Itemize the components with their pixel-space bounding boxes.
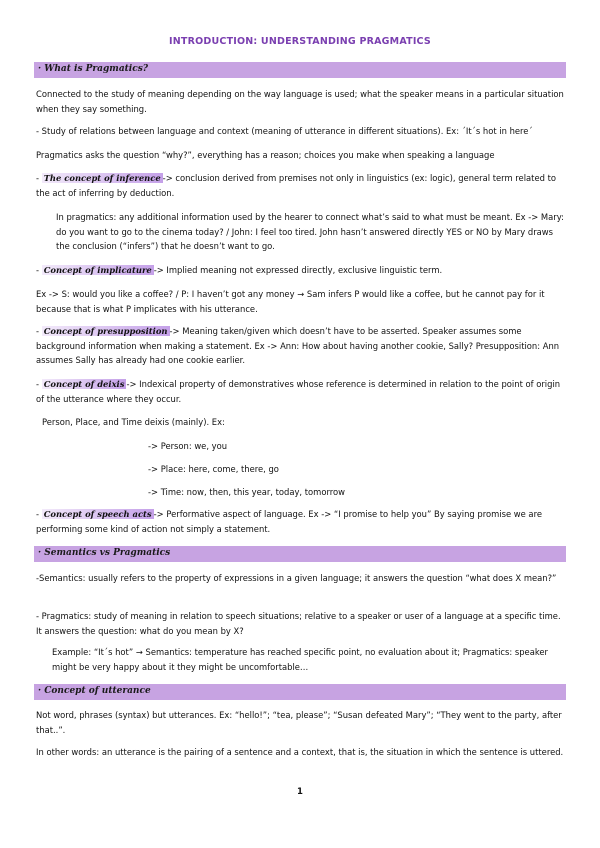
paragraph-presupposition xyxy=(36,324,564,368)
dash: - xyxy=(36,173,42,183)
section-title: · Semantics vs Pragmatics xyxy=(38,548,171,558)
paragraph: Example: “It´s hot” → Semantics: temperature has reached specific point, no evaluation about it; Pragmatics: speaker might be very happy about it they might be uncomfortable… xyxy=(52,647,548,672)
paragraph: Connected to the study of meaning depending on the way language is used; what the speaker means in a particular situation when they say something. xyxy=(36,89,564,114)
highlighted-term: The concept of inference xyxy=(43,173,161,183)
paragraph-implicature xyxy=(36,263,564,278)
highlighted-term: Concept of implicature xyxy=(43,265,152,275)
section-header-semantics-vs-pragmatics xyxy=(34,546,566,562)
dash: - xyxy=(36,379,42,389)
highlighted-term: Concept of presupposition xyxy=(43,326,168,336)
definition-text: -> Implied meaning not expressed directly, exclusive linguistic term. xyxy=(153,265,443,275)
highlighted-term: Concept of speech acts xyxy=(43,509,152,519)
paragraph: -Semantics: usually refers to the property of expressions in a given language; it answers the question “what does X mean?” xyxy=(36,573,557,583)
paragraph: - Pragmatics: study of meaning in relation to speech situations; relative to a speaker or user of a language at a specific time. It answers the question: what do you mean by X? xyxy=(36,611,561,636)
section-header-what-is-pragmatics xyxy=(34,62,566,78)
definition-text: -> Indexical property of demonstratives whose reference is determined in relation to the point of origin of the utterance where they occur. xyxy=(36,379,561,404)
section-title: · What is Pragmatics? xyxy=(38,64,149,74)
section-title: · Concept of utterance xyxy=(38,686,151,696)
paragraph: Person, Place, and Time deixis (mainly). Ex: xyxy=(42,417,225,427)
highlighted-term: Concept of deixis xyxy=(43,379,125,389)
paragraph: In pragmatics: any additional information used by the hearer to connect what’s said to what must be meant. Ex -> Mary: do you want to go to the cinema today? / John: I feel too tired. John hasn’t answered directly YES or NO by Mary draws the conclusion (“infers”) that he doesn’t want to go. xyxy=(56,212,564,252)
page-title: INTRODUCTION: UNDERSTANDING PRAGMATICS xyxy=(169,36,431,47)
paragraph-inference xyxy=(36,171,564,200)
definition-text: -> Meaning taken/given which doesn’t have to be asserted. Speaker assumes some background information when making a statement. Ex -> Ann: How about having another cookie, Sally? Presupposition: Ann assumes Sally has already had one cookie earlier. xyxy=(36,326,560,366)
list-item: -> Time: now, then, this year, today, tomorrow xyxy=(148,487,345,497)
paragraph-deixis xyxy=(36,377,564,406)
dash: - xyxy=(36,509,42,519)
definition-text: -> conclusion derived from premises not only in linguistics (ex: logic), general term related to the act of inferring by deduction. xyxy=(36,173,556,198)
paragraph: Not word, phrases (syntax) but utterances. Ex: “hello!”; “tea, please”; “Susan defeated Mary”; “They went to the party, after that..”. xyxy=(36,710,562,735)
dash: - xyxy=(36,265,42,275)
paragraph: In other words: an utterance is the pairing of a sentence and a context, that is, the situation in which the sentence is uttered. xyxy=(36,747,564,757)
list-item: -> Place: here, come, there, go xyxy=(148,464,279,474)
list-item: -> Person: we, you xyxy=(148,441,228,451)
paragraph: - Study of relations between language and context (meaning of utterance in different situations). Ex: ´It´s hot in here´ xyxy=(36,126,533,136)
paragraph-speech-acts xyxy=(36,507,564,536)
definition-text: -> Performative aspect of language. Ex -> “I promise to help you” By saying promise we are performing some kind of action not simply a statement. xyxy=(36,509,542,534)
page-number: 1 xyxy=(297,787,303,797)
paragraph: Pragmatics asks the question “why?”, everything has a reason; choices you make when speaking a language xyxy=(36,150,495,160)
section-header-concept-of-utterance xyxy=(34,684,566,700)
paragraph: Ex -> S: would you like a coffee? / P: I haven’t got any money → Sam infers P would like a coffee, but he cannot pay for it because that is what P implicates with his utterance. xyxy=(36,289,545,314)
dash: - xyxy=(36,326,42,336)
